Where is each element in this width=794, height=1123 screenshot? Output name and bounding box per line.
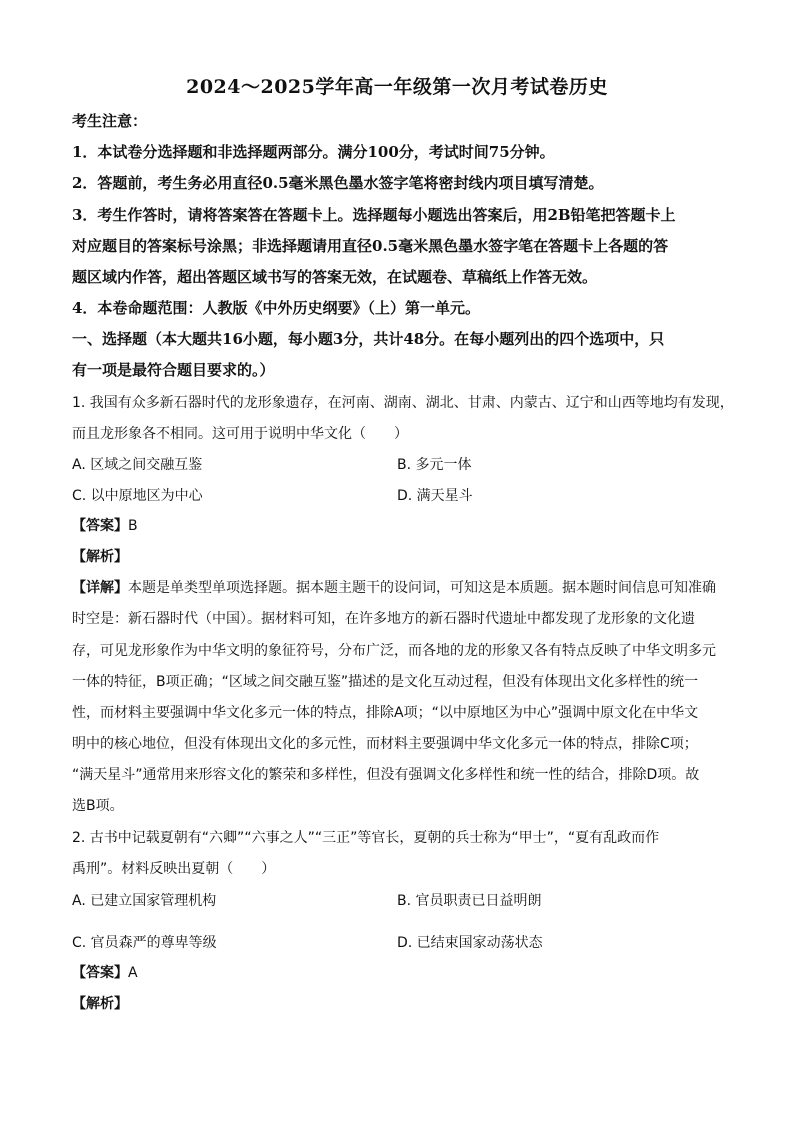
q1-detail-line-4: 一体的特征，B项正确；“区域之间交融互鉴”描述的是文化互动过程，但没有体现出文化多样性的统一 — [72, 674, 699, 690]
q2-option-d: D. 已结束国家动荡状态 — [397, 935, 543, 951]
q1-option-a: A. 区域之间交融互鉴 — [72, 457, 203, 473]
q1-detail-line-2: 时空是：新石器时代（中国）。据材料可知，在许多地方的新石器时代遗址中都发现了龙形象的文化遗 — [72, 611, 695, 627]
q2-stem-line-2: 禹刑”。材料反映出夏朝（ ） — [72, 861, 276, 877]
q1-answer-value: B — [128, 518, 138, 534]
q1-detail-line-5: 性，而材料主要强调中华文化多元一体的特点，排除A项；“以中原地区为中心”强调中原文化在中华文 — [72, 705, 699, 721]
q1-detail-line-3: 存，可见龙形象作为中华文明的象征符号，分布广泛，而各地的龙的形象又各有特点反映了中华文明多元 — [72, 643, 716, 659]
notice-heading: 考生注意： — [72, 112, 148, 130]
q2-analysis-tag: 【解析】 — [72, 996, 128, 1012]
exam-title: 2024～2025学年高一年级第一次月考试卷历史 — [186, 76, 608, 98]
q1-answer-tag: 【答案】 — [72, 518, 128, 534]
notice-line-1: 1．本试卷分选择题和非选择题两部分。满分100分，考试时间75分钟。 — [72, 143, 555, 161]
notice-line-2: 2．答题前，考生务必用直径0.5毫米黑色墨水签字笔将密封线内项目填写清楚。 — [72, 174, 604, 192]
q2-answer-tag: 【答案】 — [72, 965, 128, 981]
notice-line-6: 4．本卷命题范围：人教版《中外历史纲要》（上）第一单元。 — [72, 299, 480, 317]
q2-option-a: A. 已建立国家管理机构 — [72, 893, 217, 909]
q2-answer-value: A — [128, 965, 138, 981]
q1-detail-line-1 — [72, 577, 716, 597]
q2-option-c: C. 官员森严的尊卑等级 — [72, 935, 217, 951]
q1-stem-line-2: 而且龙形象各不相同。这可用于说明中华文化（ ） — [72, 426, 408, 442]
q2-option-b: B. 官员职责已日益明朗 — [397, 893, 542, 909]
q1-option-d: D. 满天星斗 — [397, 488, 473, 504]
q1-detail-text-1: 本题是单类型单项选择题。据本题主题干的设问词，可知这是本质题。据本题时间信息可知准确 — [128, 580, 716, 596]
q1-option-b: B. 多元一体 — [397, 457, 472, 473]
section-header-line-1: 一、选择题（本大题共16小题，每小题3分，共计48分。在每小题列出的四个选项中，只 — [72, 330, 665, 348]
q1-detail-line-8: 选B项。 — [72, 798, 124, 814]
q2-stem-line-1: 2. 古书中记载夏朝有“六卿”“六事之人”“三正”等官长，夏朝的兵士称为“甲士”，“夏有乱政而作 — [72, 830, 660, 846]
notice-line-4: 对应题目的答案标号涂黑；非选择题请用直径0.5毫米黑色墨水签字笔在答题卡上各题的答 — [72, 237, 669, 255]
notice-line-3: 3．考生作答时，请将答案答在答题卡上。选择题每小题选出答案后，用2B铅笔把答题卡上 — [72, 206, 676, 224]
q1-analysis-tag: 【解析】 — [72, 549, 128, 565]
q1-stem-line-1: 1. 我国有众多新石器时代的龙形象遗存，在河南、湖南、湖北、甘肃、内蒙古、辽宁和山西等地均有发现， — [72, 395, 734, 411]
q1-option-c: C. 以中原地区为中心 — [72, 488, 203, 504]
q2-answer — [72, 962, 138, 982]
section-header-line-2: 有一项是最符合题目要求的。） — [72, 361, 275, 379]
q1-detail-line-6: 明中的核心地位，但没有体现出文化的多元性，而材料主要强调中华文化多元一体的特点，排除C项； — [72, 736, 698, 752]
notice-line-5: 题区域内作答，超出答题区域书写的答案无效，在试题卷、草稿纸上作答无效。 — [72, 268, 598, 286]
q1-answer — [72, 515, 138, 535]
q1-detail-tag: 【详解】 — [72, 580, 128, 596]
q1-detail-line-7: “满天星斗”通常用来形容文化的繁荣和多样性，但没有强调文化多样性和统一性的结合，排除D项。故 — [72, 767, 700, 783]
